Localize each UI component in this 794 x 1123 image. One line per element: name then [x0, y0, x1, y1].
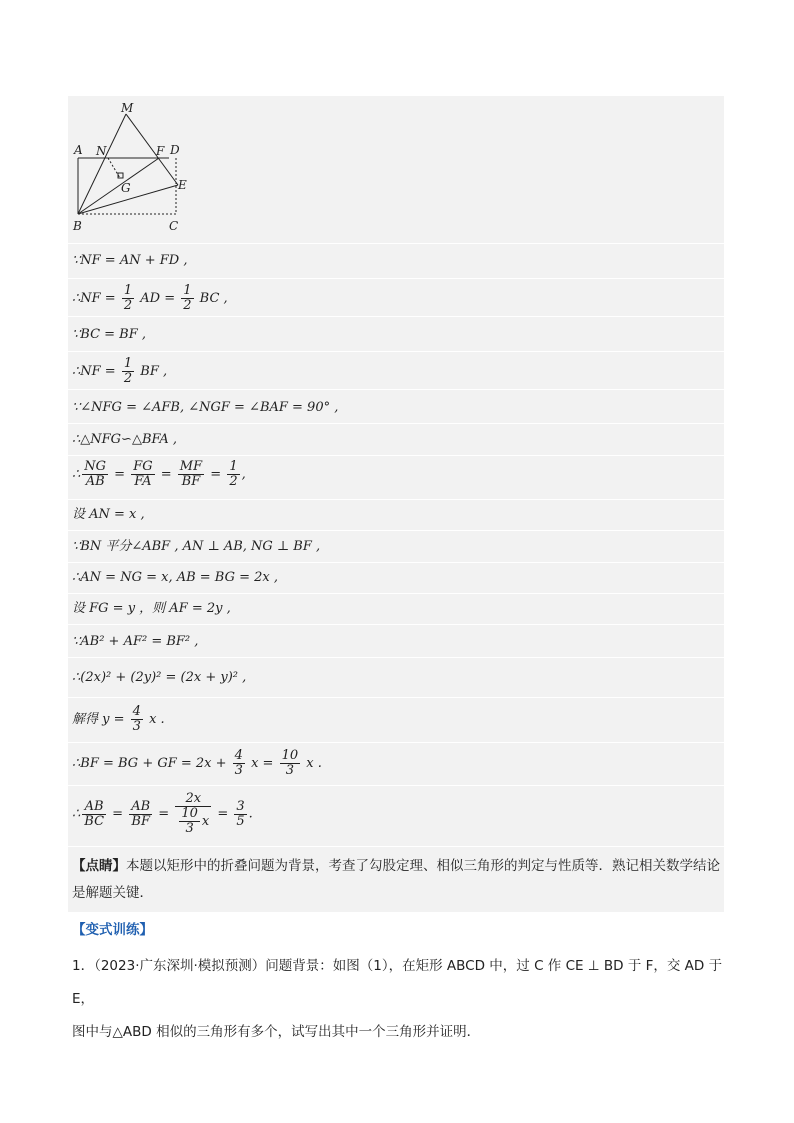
step-text: ∴NF = [72, 291, 116, 306]
numerator: 1 [229, 459, 238, 474]
numerator: AB [82, 800, 106, 815]
divider [68, 846, 724, 847]
numerator: AB [131, 798, 151, 814]
step-text: BF , [140, 364, 168, 379]
step-text: ∴ [72, 467, 81, 482]
fraction [234, 800, 246, 829]
divider [68, 278, 724, 279]
geometry-figure [68, 100, 208, 235]
denominator: 3 [285, 763, 294, 778]
divider [68, 562, 724, 563]
divider [68, 593, 724, 594]
variant-title: 【变式训练】 [72, 922, 153, 938]
label-b: B [73, 219, 82, 233]
step-line: 设 FG = y ，则 AF = 2y , [72, 601, 231, 616]
label-n: N [96, 144, 107, 158]
numerator: 10 [281, 748, 299, 763]
divider [68, 455, 724, 456]
label-a: A [74, 143, 83, 157]
divider [68, 316, 724, 317]
tip-text: 本题以矩形中的折叠问题为背景，考查了勾股定理、相似三角形的判定与性质等．熟记相关数学结论是解题关键． [72, 858, 720, 901]
denominator: BF [131, 813, 150, 829]
fraction [82, 460, 108, 489]
tip-label: 【点睛】 [72, 858, 126, 874]
problem-text [72, 950, 732, 1049]
step-line: ∵NF = AN + FD , [72, 253, 188, 268]
denominator: FA [134, 474, 152, 489]
label-d: D [170, 143, 180, 157]
numerator: 1 [123, 283, 133, 298]
label-g: G [121, 181, 131, 195]
divider [68, 389, 724, 390]
tip-paragraph [72, 853, 720, 907]
fraction [175, 792, 211, 836]
step-line: ∴AN = NG = x, AB = BG = 2x , [72, 570, 279, 585]
fraction [178, 460, 204, 489]
step-line [72, 284, 228, 313]
numerator: 10 [181, 806, 198, 821]
step-line: ∵∠NFG = ∠AFB, ∠NGF = ∠BAF = 90° , [72, 400, 339, 415]
fraction [179, 807, 200, 836]
fraction [227, 460, 239, 489]
fraction [280, 749, 301, 778]
step-line: ∴(2x)² + (2y)² = (2x + y)² , [72, 670, 247, 685]
divider [68, 742, 724, 743]
denominator: BF [181, 474, 201, 489]
divider [68, 624, 724, 625]
fraction [129, 800, 152, 829]
step-line: ∴ $\frac{AB}{BC}$ = $\frac{AB}{BF}$ = 2x $\frac{10}{3}$ x = $\frac{3}{5}$ . [72, 791, 253, 836]
problem-line: 图中与△ABD 相似的三角形有多个，试写出其中一个三角形并证明． [72, 1024, 481, 1040]
denominator: BC [84, 813, 105, 829]
step-line: ∴ $\frac{NG}{AB}$ = $\frac{FG}{FA}$ = $\frac{MF}{BF}$ = $\frac{1}{2}$ , [72, 459, 246, 489]
fraction [233, 749, 245, 778]
denominator: 3 [185, 821, 194, 836]
numerator: MF [179, 459, 203, 474]
divider [68, 351, 724, 352]
denominator: AB [85, 474, 105, 489]
numerator: 1 [123, 356, 133, 371]
denominator: $\frac{10}{3}$ x [181, 806, 210, 836]
numerator: FG [133, 459, 153, 474]
fraction [82, 800, 106, 829]
denominator: 3 [234, 763, 243, 778]
step-line [72, 705, 165, 734]
problem-line: 1．（2023·广东深圳·模拟预测）问题背景：如图（1），在矩形 ABCD 中，过 C 作 CE ⊥ BD 于 F，交 AD 于 E， [72, 958, 723, 1007]
step-line: 设 AN = x , [72, 507, 145, 522]
numerator: 4 [234, 748, 243, 763]
step-text: x = [251, 756, 274, 771]
divider [68, 243, 724, 244]
numerator: 3 [236, 798, 245, 814]
step-text: BC , [199, 291, 228, 306]
step-line: ∴△NFG∽△BFA , [72, 432, 178, 447]
numerator: 2x [175, 792, 211, 807]
step-text: AD = [140, 291, 176, 306]
fraction [122, 284, 134, 313]
step-line: ∵BN 平分∠ABF , AN ⊥ AB, NG ⊥ BF , [72, 539, 321, 554]
label-m: M [121, 101, 134, 115]
denominator: 2 [123, 371, 133, 386]
step-text: . [248, 806, 253, 822]
divider [68, 657, 724, 658]
fraction [122, 357, 134, 386]
divider [68, 423, 724, 424]
divider [68, 697, 724, 698]
divider [68, 530, 724, 531]
denominator: 2 [183, 298, 192, 313]
divider [68, 785, 724, 786]
denominator: 3 [132, 719, 141, 734]
fraction [131, 705, 143, 734]
step-text: ∴BF = BG + GF = 2x + [72, 756, 227, 771]
step-line [72, 357, 167, 386]
denominator: 5 [236, 813, 245, 829]
step-text: x . [149, 712, 165, 727]
numerator: 4 [132, 704, 141, 719]
fraction [181, 284, 193, 313]
numerator: NG [84, 459, 107, 474]
step-text: ∴ [72, 806, 81, 822]
step-line: ∵AB² + AF² = BF² , [72, 634, 199, 649]
step-text: ∴NF = [72, 364, 116, 379]
label-f: F [156, 144, 165, 158]
denominator: 2 [123, 298, 133, 313]
step-text: x . [306, 756, 322, 771]
numerator: 1 [183, 283, 192, 298]
step-text: 解得 y = [72, 712, 125, 727]
denominator: 2 [229, 474, 238, 489]
label-e: E [178, 178, 187, 192]
step-line: ∵BC = BF , [72, 327, 147, 342]
label-c: C [169, 219, 179, 233]
divider [68, 499, 724, 500]
fraction [131, 460, 154, 489]
step-line [72, 749, 322, 778]
